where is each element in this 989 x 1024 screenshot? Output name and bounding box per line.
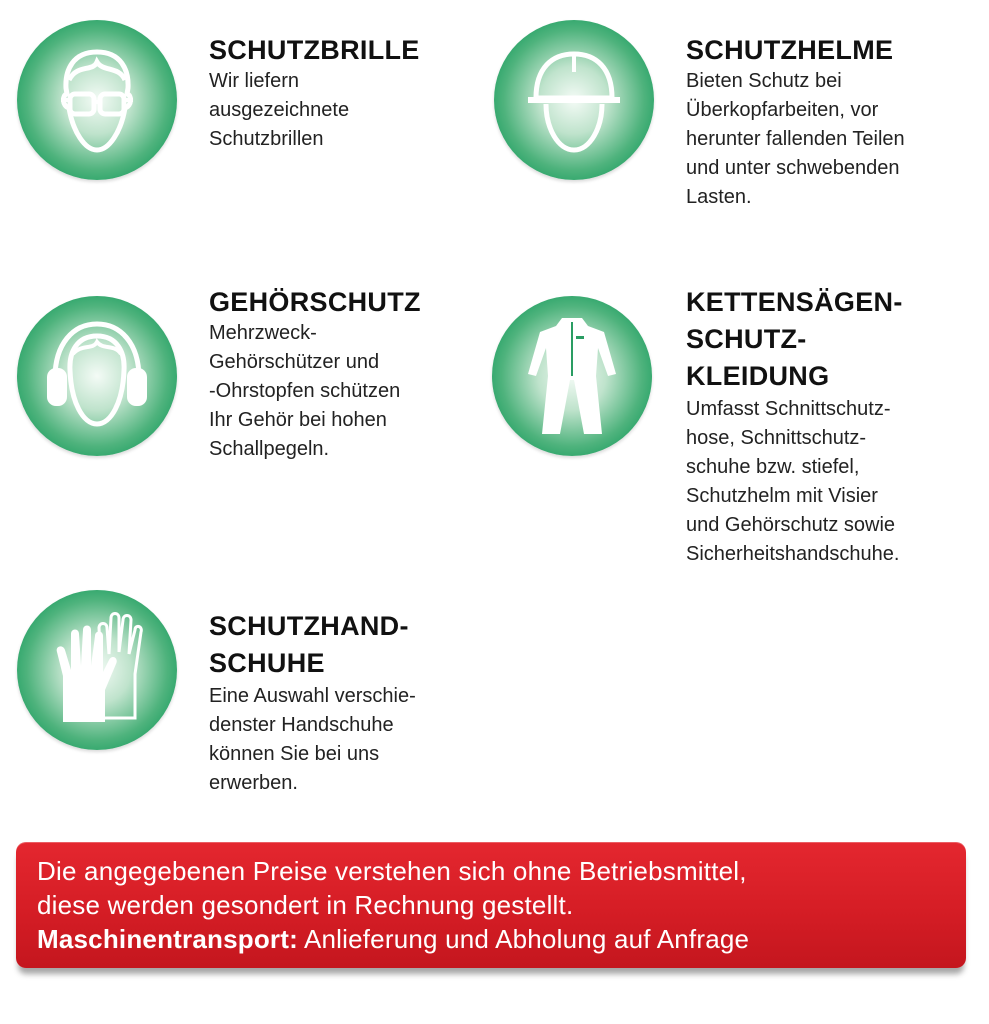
notice-line-1: Die angegebenen Preise verstehen sich ohne Betriebsmittel, <box>37 856 747 886</box>
pricing-notice-text <box>37 854 749 956</box>
item-description: Eine Auswahl verschie- denster Handschuhe können Sie bei uns erwerben. <box>209 685 416 794</box>
item-title: GEHÖRSCHUTZ <box>209 287 421 317</box>
notice-transport-label: Maschinentransport: <box>37 924 298 954</box>
item-description: Mehrzweck- Gehörschützer und -Ohrstopfen schützen Ihr Gehör bei hohen Schallpegeln. <box>209 322 401 460</box>
item-description: Umfasst Schnittschutz- hose, Schnittschutz- schuhe bzw. stiefel, Schutzhelm mit Visier und Gehörschutz sowie Sicherheitshandschuhe. <box>686 398 900 565</box>
item-title: SCHUTZHELME <box>686 35 894 65</box>
pricing-notice-banner <box>16 842 966 968</box>
protective-suit-icon <box>492 296 652 456</box>
item-title: SCHUTZBRILLE <box>209 35 420 65</box>
safety-helmet-icon <box>494 20 654 180</box>
item-title: KETTENSÄGEN- SCHUTZ- KLEIDUNG <box>686 287 903 391</box>
protective-gloves-icon <box>17 590 177 750</box>
safety-goggles-icon <box>17 20 177 180</box>
item-title: SCHUTZHAND- SCHUHE <box>209 611 409 678</box>
notice-transport-text: Anlieferung und Abholung auf Anfrage <box>297 924 750 954</box>
ear-protection-icon <box>17 296 177 456</box>
notice-line-3 <box>37 922 749 956</box>
item-description: Bieten Schutz bei Überkopfarbeiten, vor herunter fallenden Teilen und unter schwebenden Lasten. <box>686 70 905 208</box>
item-description: Wir liefern ausgezeichnete Schutzbrillen <box>209 70 350 150</box>
notice-line-2: diese werden gesondert in Rechnung gestellt. <box>37 890 574 920</box>
